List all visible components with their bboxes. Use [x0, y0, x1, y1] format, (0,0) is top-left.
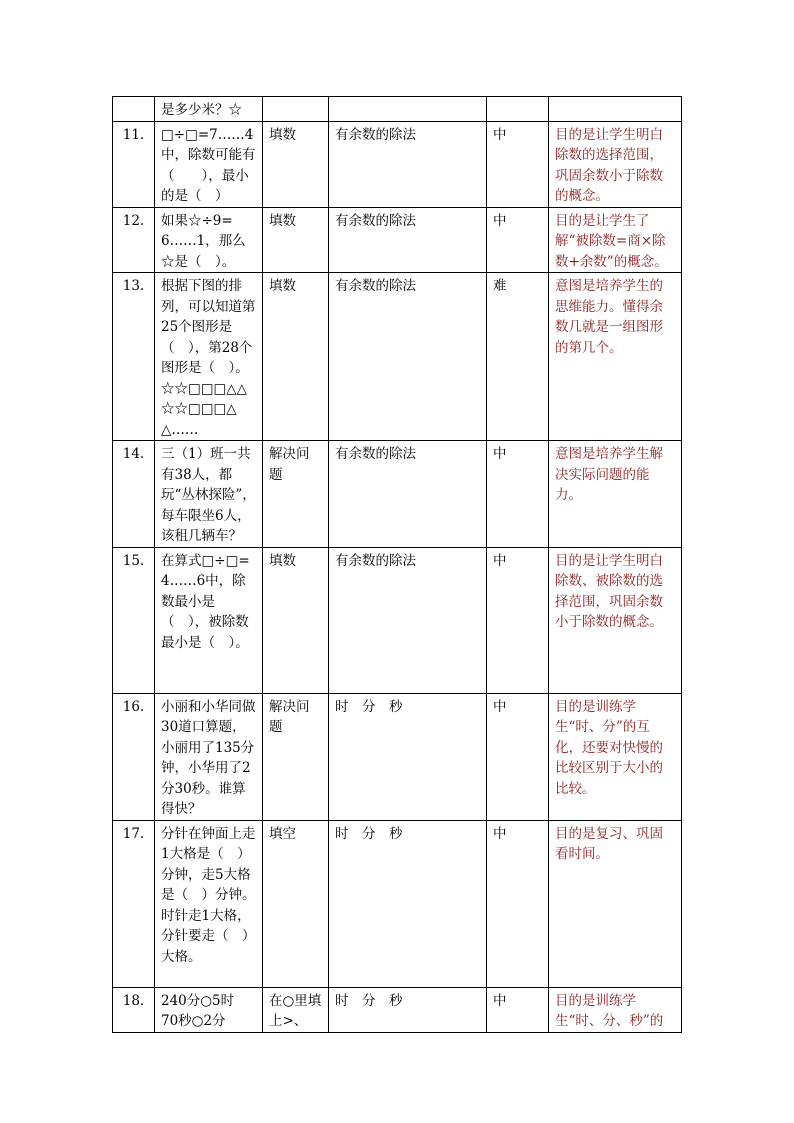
teaching-goal: 意图是培养学生解决实际问题的能力。: [549, 441, 682, 548]
question-text: 三（1）班一共有38人，都玩“丛林探险”，每车限坐6人，该租几辆车？: [155, 441, 263, 548]
question-type: 填数: [263, 121, 329, 207]
table-row: [113, 121, 682, 207]
row-number: 18.: [113, 987, 155, 1032]
row-number: 12.: [113, 207, 155, 273]
table-row: [113, 693, 682, 820]
question-text: 如果☆÷9=6……1，那么☆是（ ）。: [155, 207, 263, 273]
question-text: 在算式□÷□=4……6中，除数最小是（ ），被除数最小是（ ）。: [155, 547, 263, 693]
row-number: 17.: [113, 820, 155, 987]
question-text: 是多少米？☆: [155, 97, 263, 122]
teaching-goal: 目的是训练学生“时、分”的互化，还要对快慢的比较区别于大小的比较。: [549, 693, 682, 820]
knowledge-point: 时 分 秒: [329, 987, 487, 1032]
difficulty: [487, 97, 549, 122]
knowledge-point: 有余数的除法: [329, 547, 487, 693]
question-type: 解决问题: [263, 441, 329, 548]
difficulty: 中: [487, 820, 549, 987]
row-number: 11.: [113, 121, 155, 207]
difficulty: 中: [487, 987, 549, 1032]
teaching-goal: 目的是复习、巩固看时间。: [549, 820, 682, 987]
knowledge-point: 有余数的除法: [329, 121, 487, 207]
difficulty: 难: [487, 273, 549, 441]
difficulty: 中: [487, 207, 549, 273]
table-row: [113, 820, 682, 987]
question-table: [112, 96, 682, 1033]
question-type: 解决问题: [263, 693, 329, 820]
knowledge-point: 有余数的除法: [329, 441, 487, 548]
teaching-goal: 目的是让学生明白除数的选择范围，巩固余数小于除数的概念。: [549, 121, 682, 207]
question-text: 小丽和小华同做30道口算题，小丽用了135分钟，小华用了2分30秒。谁算得快？: [155, 693, 263, 820]
question-text: 根据下图的排列，可以知道第25个图形是（ ），第28个图形是（ ）。☆☆□□□△△☆☆□□□△△……: [155, 273, 263, 441]
difficulty: 中: [487, 547, 549, 693]
question-type: 填数: [263, 273, 329, 441]
difficulty: 中: [487, 121, 549, 207]
question-type: 填数: [263, 547, 329, 693]
row-number: 16.: [113, 693, 155, 820]
table-row: [113, 547, 682, 693]
table-row: [113, 207, 682, 273]
table-row: [113, 987, 682, 1032]
row-number: [113, 97, 155, 122]
knowledge-point: [329, 97, 487, 122]
teaching-goal: 目的是让学生了解“被除数=商×除数+余数”的概念。: [549, 207, 682, 273]
question-type: [263, 97, 329, 122]
difficulty: 中: [487, 693, 549, 820]
question-text: □÷□=7……4中，除数可能有（ ），最小的是（ ）: [155, 121, 263, 207]
teaching-goal: [549, 97, 682, 122]
table-row: [113, 97, 682, 122]
teaching-goal: 目的是让学生明白除数、被除数的选择范围，巩固余数小于除数的概念。: [549, 547, 682, 693]
question-text: 240分○5时 70秒○2分: [155, 987, 263, 1032]
table-body: [113, 97, 682, 1033]
difficulty: 中: [487, 441, 549, 548]
row-number: 13.: [113, 273, 155, 441]
question-type: 填空: [263, 820, 329, 987]
question-text: 分针在钟面上走1大格是（ ）分钟，走5大格是（ ）分钟。时针走1大格，分针要走（ ）大格。: [155, 820, 263, 987]
knowledge-point: 时 分 秒: [329, 693, 487, 820]
teaching-goal: 意图是培养学生的思维能力。懂得余数几就是一组图形的第几个。: [549, 273, 682, 441]
question-type: 填数: [263, 207, 329, 273]
knowledge-point: 有余数的除法: [329, 273, 487, 441]
table-row: [113, 441, 682, 548]
row-number: 14.: [113, 441, 155, 548]
question-type: 在○里填上>、: [263, 987, 329, 1032]
teaching-goal: 目的是训练学生“时、分、秒”的: [549, 987, 682, 1032]
knowledge-point: 时 分 秒: [329, 820, 487, 987]
knowledge-point: 有余数的除法: [329, 207, 487, 273]
row-number: 15.: [113, 547, 155, 693]
table-row: [113, 273, 682, 441]
